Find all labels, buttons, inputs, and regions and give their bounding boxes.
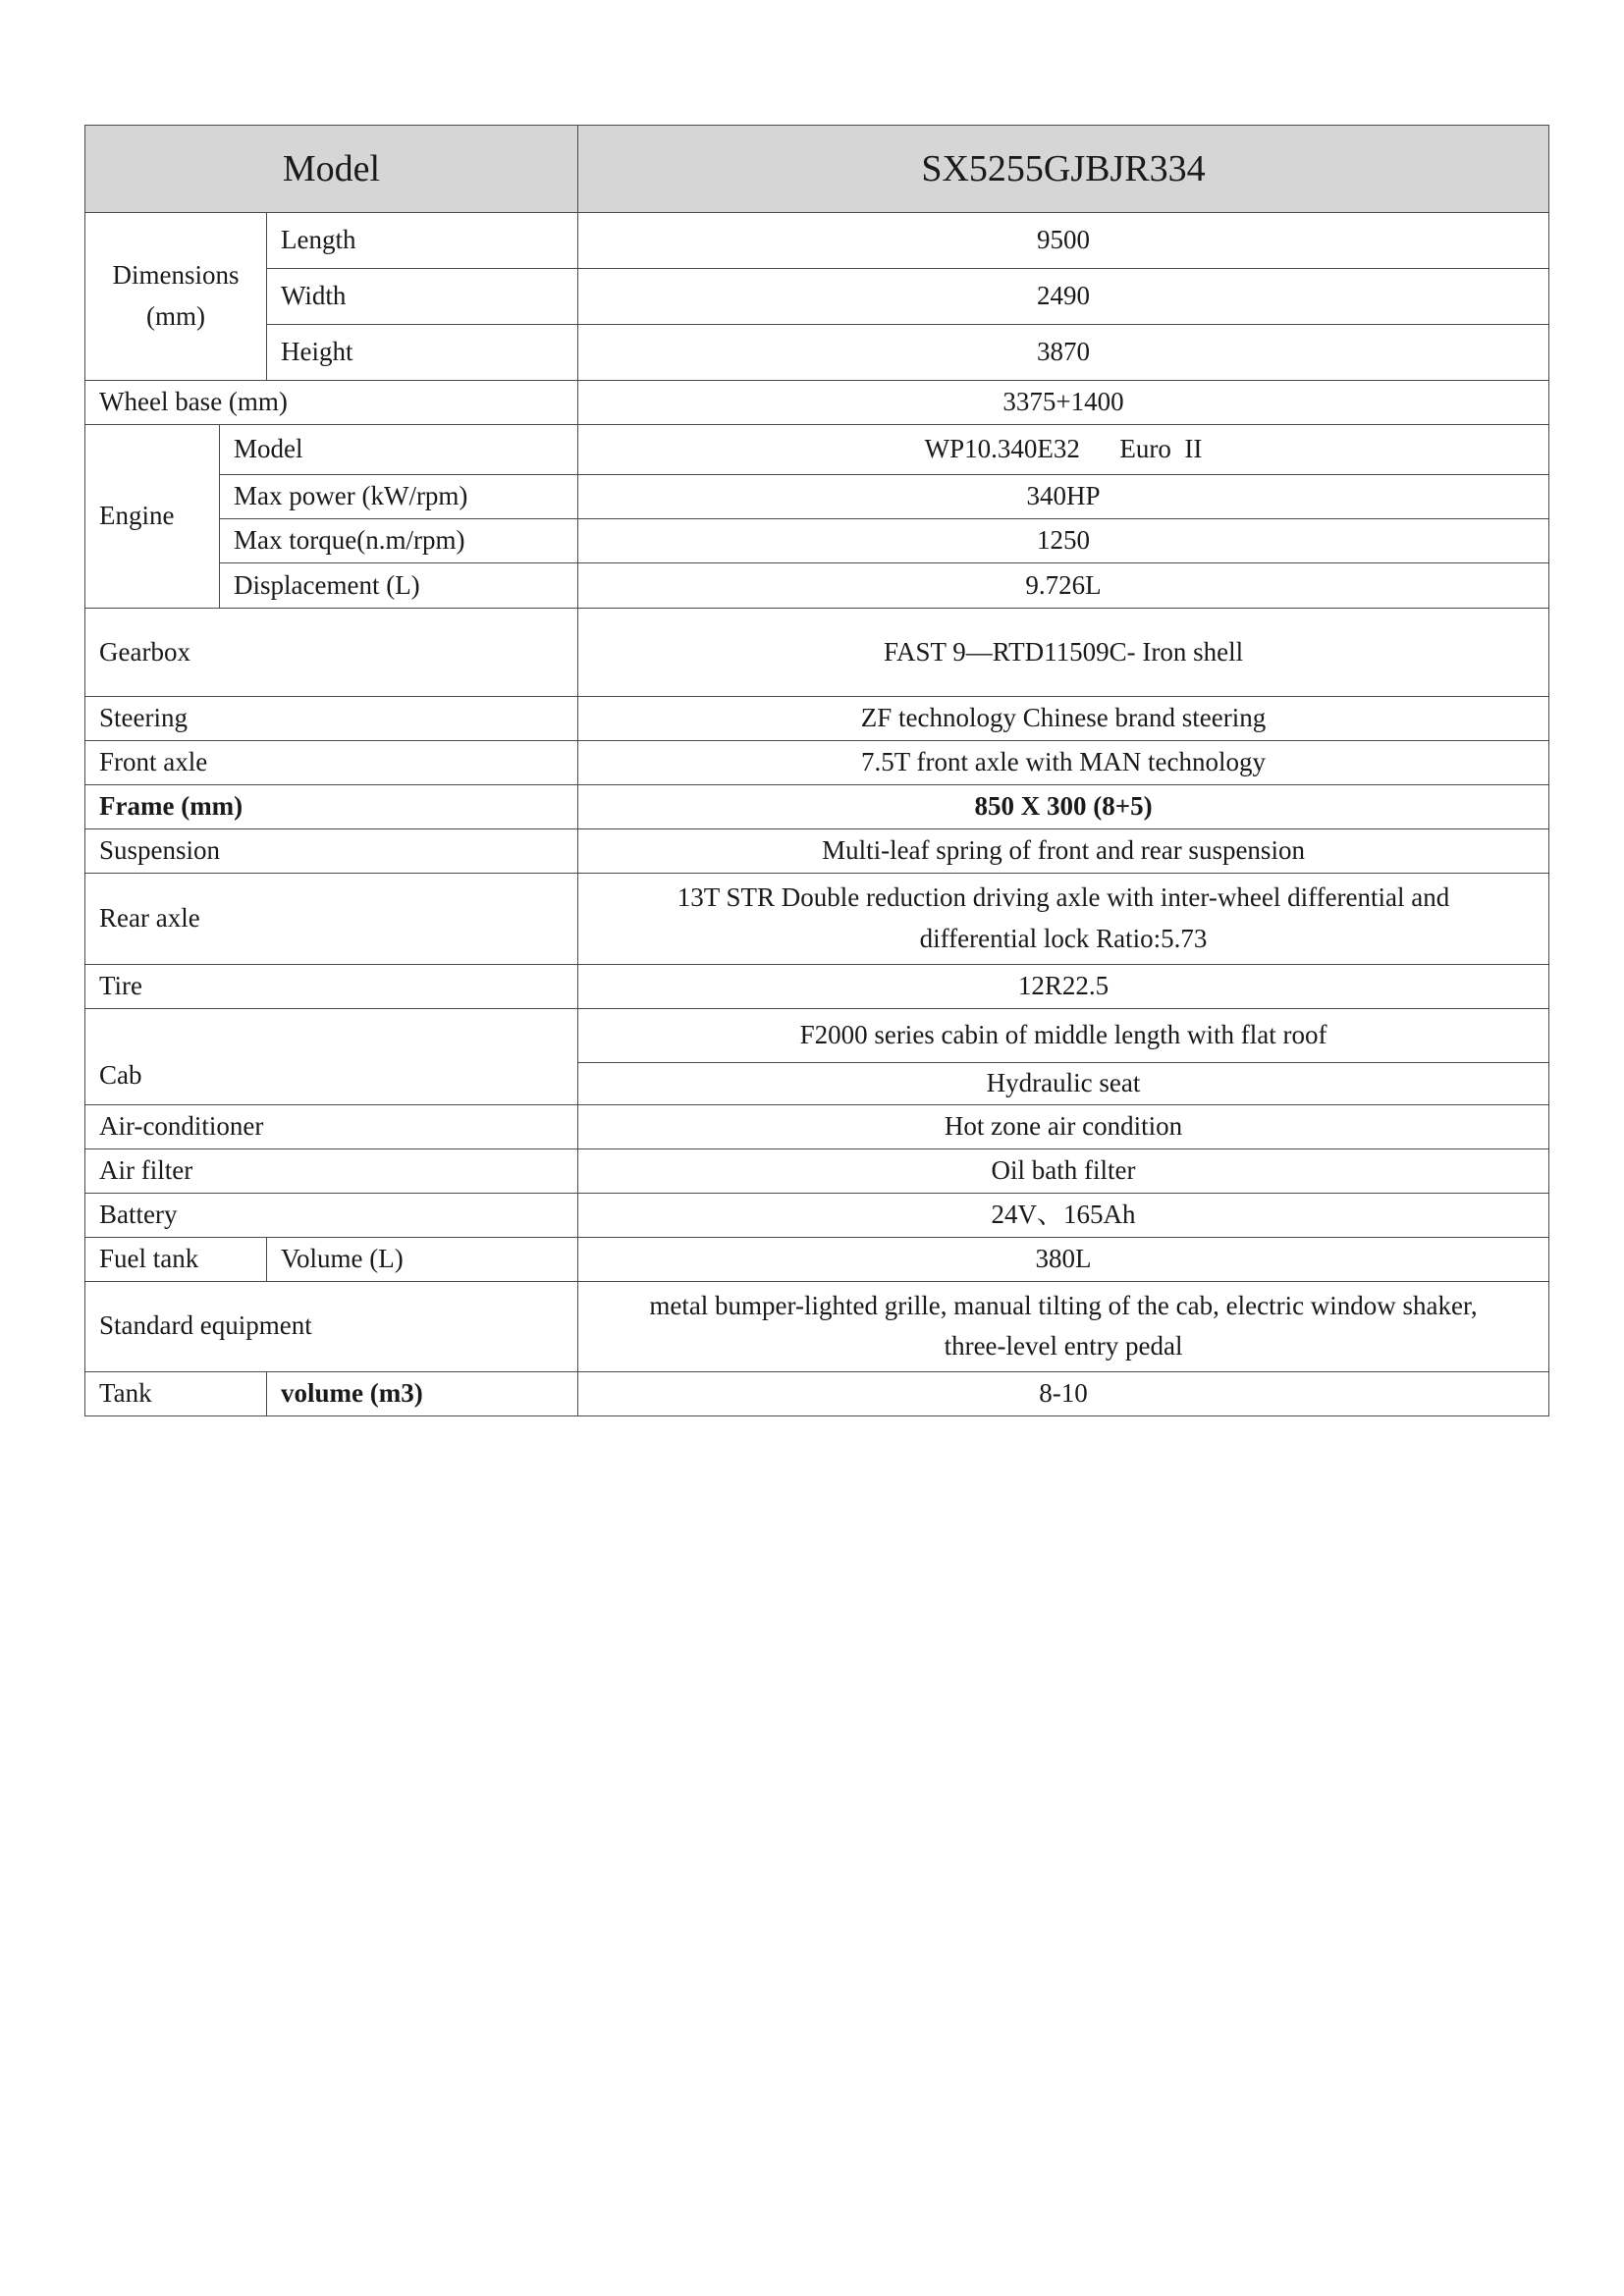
table-row — [85, 1372, 1549, 1416]
rear-axle-label: Rear axle — [85, 874, 578, 965]
table-row — [85, 741, 1549, 785]
fuel-tank-volume-label: Volume (L) — [267, 1237, 578, 1281]
engine-model-label: Model — [220, 425, 578, 475]
steering-value: ZF technology Chinese brand steering — [578, 697, 1549, 741]
table-row — [85, 325, 1549, 381]
cab-value-2: Hydraulic seat — [578, 1062, 1549, 1104]
front-axle-value: 7.5T front axle with MAN technology — [578, 741, 1549, 785]
table-row — [85, 381, 1549, 425]
table-row — [85, 609, 1549, 697]
max-power-label: Max power (kW/rpm) — [220, 475, 578, 519]
dimensions-label: Dimensions (mm) — [85, 213, 267, 381]
table-row — [85, 1237, 1549, 1281]
frame-label: Frame (mm) — [85, 785, 578, 829]
tank-volume-label: volume (m3) — [267, 1372, 578, 1416]
air-conditioner-value: Hot zone air condition — [578, 1104, 1549, 1148]
height-label: Height — [267, 325, 578, 381]
table-row — [85, 213, 1549, 269]
width-value: 2490 — [578, 269, 1549, 325]
table-row — [85, 519, 1549, 563]
gearbox-value: FAST 9—RTD11509C- Iron shell — [578, 609, 1549, 697]
table-row — [85, 1104, 1549, 1148]
air-filter-value: Oil bath filter — [578, 1148, 1549, 1193]
cab-label: Cab — [85, 1008, 578, 1104]
height-value: 3870 — [578, 325, 1549, 381]
standard-equipment-label: Standard equipment — [85, 1281, 578, 1372]
tank-label: Tank — [85, 1372, 267, 1416]
table-row — [85, 1148, 1549, 1193]
fuel-tank-value: 380L — [578, 1237, 1549, 1281]
steering-label: Steering — [85, 697, 578, 741]
battery-value: 24V、165Ah — [578, 1193, 1549, 1237]
wheel-base-value: 3375+1400 — [578, 381, 1549, 425]
tire-value: 12R22.5 — [578, 964, 1549, 1008]
standard-equipment-value: metal bumper-lighted grille, manual tilting of the cab, electric window shaker, three-level entry pedal — [578, 1281, 1549, 1372]
gearbox-label: Gearbox — [85, 609, 578, 697]
tire-label: Tire — [85, 964, 578, 1008]
table-row — [85, 829, 1549, 874]
table-row — [85, 563, 1549, 609]
engine-model-value: WP10.340E32 Euro II — [578, 425, 1549, 475]
spec-table — [84, 125, 1549, 1416]
suspension-label: Suspension — [85, 829, 578, 874]
table-row — [85, 1193, 1549, 1237]
table-row — [85, 964, 1549, 1008]
table-row — [85, 697, 1549, 741]
header-model-value: SX5255GJBJR334 — [578, 126, 1549, 213]
wheel-base-label: Wheel base (mm) — [85, 381, 578, 425]
rear-axle-value: 13T STR Double reduction driving axle with inter-wheel differential and differential lock Ratio:5.73 — [578, 874, 1549, 965]
table-row — [85, 785, 1549, 829]
table-row — [85, 1281, 1549, 1372]
displacement-value: 9.726L — [578, 563, 1549, 609]
suspension-value: Multi-leaf spring of front and rear suspension — [578, 829, 1549, 874]
table-row — [85, 475, 1549, 519]
tank-value: 8-10 — [578, 1372, 1549, 1416]
max-torque-value: 1250 — [578, 519, 1549, 563]
front-axle-label: Front axle — [85, 741, 578, 785]
displacement-label: Displacement (L) — [220, 563, 578, 609]
cab-value-1: F2000 series cabin of middle length with flat roof — [578, 1008, 1549, 1062]
battery-label: Battery — [85, 1193, 578, 1237]
max-power-value: 340HP — [578, 475, 1549, 519]
header-row — [85, 126, 1549, 213]
header-label: Model — [85, 126, 578, 213]
length-label: Length — [267, 213, 578, 269]
table-row — [85, 269, 1549, 325]
table-row — [85, 874, 1549, 965]
engine-label: Engine — [85, 425, 220, 609]
length-value: 9500 — [578, 213, 1549, 269]
table-row — [85, 425, 1549, 475]
table-row — [85, 1008, 1549, 1062]
frame-value: 850 X 300 (8+5) — [578, 785, 1549, 829]
max-torque-label: Max torque(n.m/rpm) — [220, 519, 578, 563]
air-conditioner-label: Air-conditioner — [85, 1104, 578, 1148]
air-filter-label: Air filter — [85, 1148, 578, 1193]
fuel-tank-label: Fuel tank — [85, 1237, 267, 1281]
width-label: Width — [267, 269, 578, 325]
